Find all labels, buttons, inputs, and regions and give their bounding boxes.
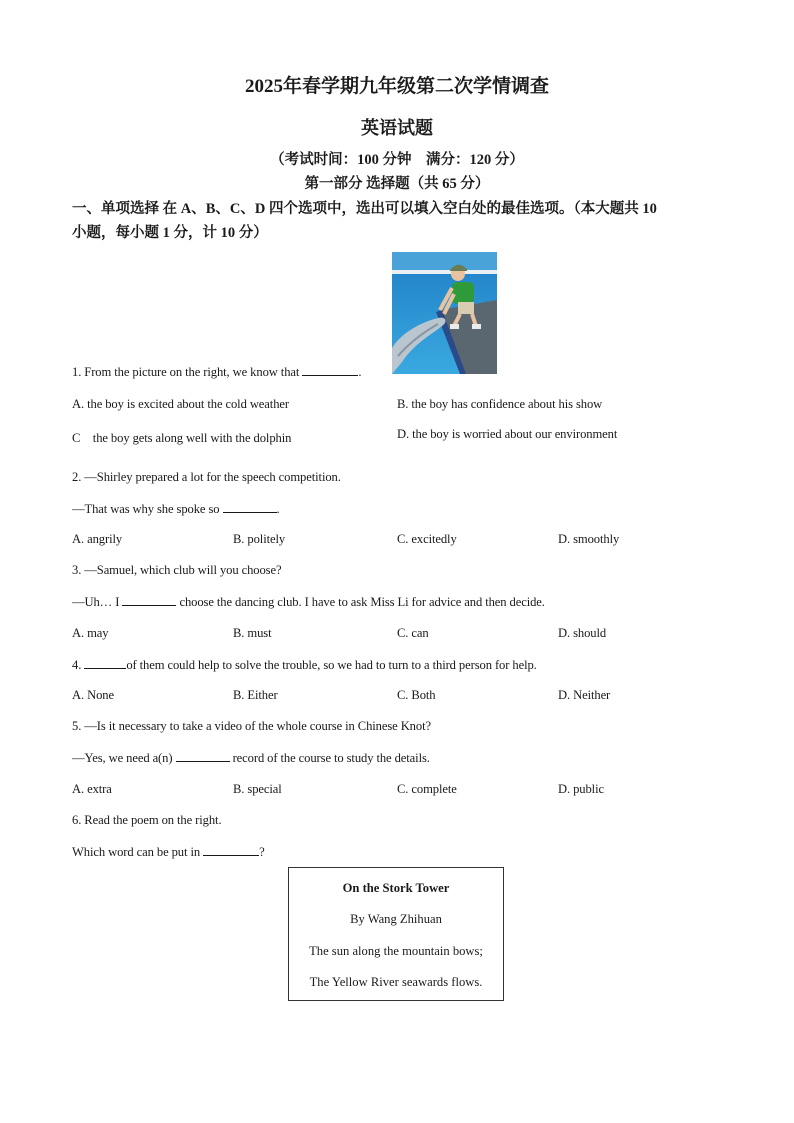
part-title: 第一部分 选择题（共 65 分） — [304, 176, 490, 192]
section-instruction-line1: 一、单项选择 在 A、B、C、D 四个选项中，选出可以填入空白处的最佳选项。（本大题共 10 — [72, 201, 657, 217]
question-2-reply-text: —That was why she spoke so — [72, 502, 220, 516]
question-3-option-d: D. should — [558, 626, 607, 640]
question-3-reply-post: choose the dancing club. I have to ask Miss Li for advice and then decide. — [179, 595, 545, 609]
question-1-option-a: A. the boy is excited about the cold weather — [72, 397, 289, 411]
question-6-end: ? — [259, 845, 265, 859]
question-2-option-d: D. smoothly — [558, 532, 620, 546]
question-2-end: . — [276, 502, 280, 516]
section-instruction-line2: 小题，每小题 1 分，计 10 分） — [72, 225, 268, 241]
question-4-stem — [72, 657, 537, 673]
poem-author: By Wang Zhihuan — [350, 912, 442, 926]
poem-box — [288, 867, 504, 1001]
question-3-option-c: C. can — [397, 626, 429, 640]
answer-blank — [203, 844, 259, 856]
answer-blank — [302, 364, 358, 376]
question-4-option-b: B. Either — [233, 688, 278, 702]
question-6-stem: 6. Read the poem on the right. — [72, 813, 222, 827]
answer-blank — [223, 501, 277, 513]
poem-line-1: The sun along the mountain bows; — [309, 944, 483, 958]
answer-blank — [122, 594, 176, 606]
question-1-stem — [72, 364, 361, 380]
question-4-number: 4. — [72, 658, 82, 672]
exam-title: 2025年春学期九年级第二次学情调查 — [244, 76, 549, 97]
question-5-reply — [72, 750, 430, 766]
question-5-option-c: C. complete — [397, 782, 457, 796]
question-1-option-d: D. the boy is worried about our environment — [397, 427, 618, 441]
question-6-prompt-text: Which word can be put in — [72, 845, 201, 859]
question-4-text: of them could help to solve the trouble, so we had to turn to a third person for help. — [126, 658, 537, 672]
question-6-prompt — [72, 844, 265, 860]
question-3-option-a: A. may — [72, 626, 109, 640]
poem-line-2: The Yellow River seawards flows. — [309, 975, 483, 989]
question-4-option-a: A. None — [72, 688, 114, 702]
question-5-reply-post: record of the course to study the details. — [232, 751, 430, 765]
answer-blank — [176, 750, 230, 762]
question-1-end: . — [358, 365, 362, 379]
answer-blank — [84, 657, 126, 669]
question-3-reply — [72, 594, 545, 610]
question-4-option-d: D. Neither — [558, 688, 611, 702]
question-1-text: 1. From the picture on the right, we know that — [72, 365, 300, 379]
question-5-option-a: A. extra — [72, 782, 112, 796]
question-2-stem: 2. —Shirley prepared a lot for the speech competition. — [72, 470, 341, 484]
question-2-option-b: B. politely — [233, 532, 286, 546]
question-2-option-c: C. excitedly — [397, 532, 457, 546]
question-5-option-b: B. special — [233, 782, 282, 796]
question-5-stem: 5. —Is it necessary to take a video of the whole course in Chinese Knot? — [72, 719, 431, 733]
question-3-option-b: B. must — [233, 626, 272, 640]
exam-info: （考试时间：100 分钟 满分：120 分） — [270, 152, 524, 168]
boy-with-dolphin-photo — [392, 252, 497, 374]
subject-title: 英语试题 — [361, 118, 433, 138]
question-5-reply-pre: —Yes, we need a(n) — [72, 751, 173, 765]
question-5-option-d: D. public — [558, 782, 604, 796]
question-4-option-c: C. Both — [397, 688, 436, 702]
question-2-reply — [72, 501, 280, 517]
question-1-option-c: C the boy gets along well with the dolphin — [72, 431, 292, 445]
question-2-option-a: A. angrily — [72, 532, 123, 546]
question-3-reply-pre: —Uh… I — [72, 595, 120, 609]
question-3-stem: 3. —Samuel, which club will you choose? — [72, 563, 282, 577]
poem-title: On the Stork Tower — [342, 881, 450, 895]
question-1-option-b: B. the boy has confidence about his show — [397, 397, 603, 411]
